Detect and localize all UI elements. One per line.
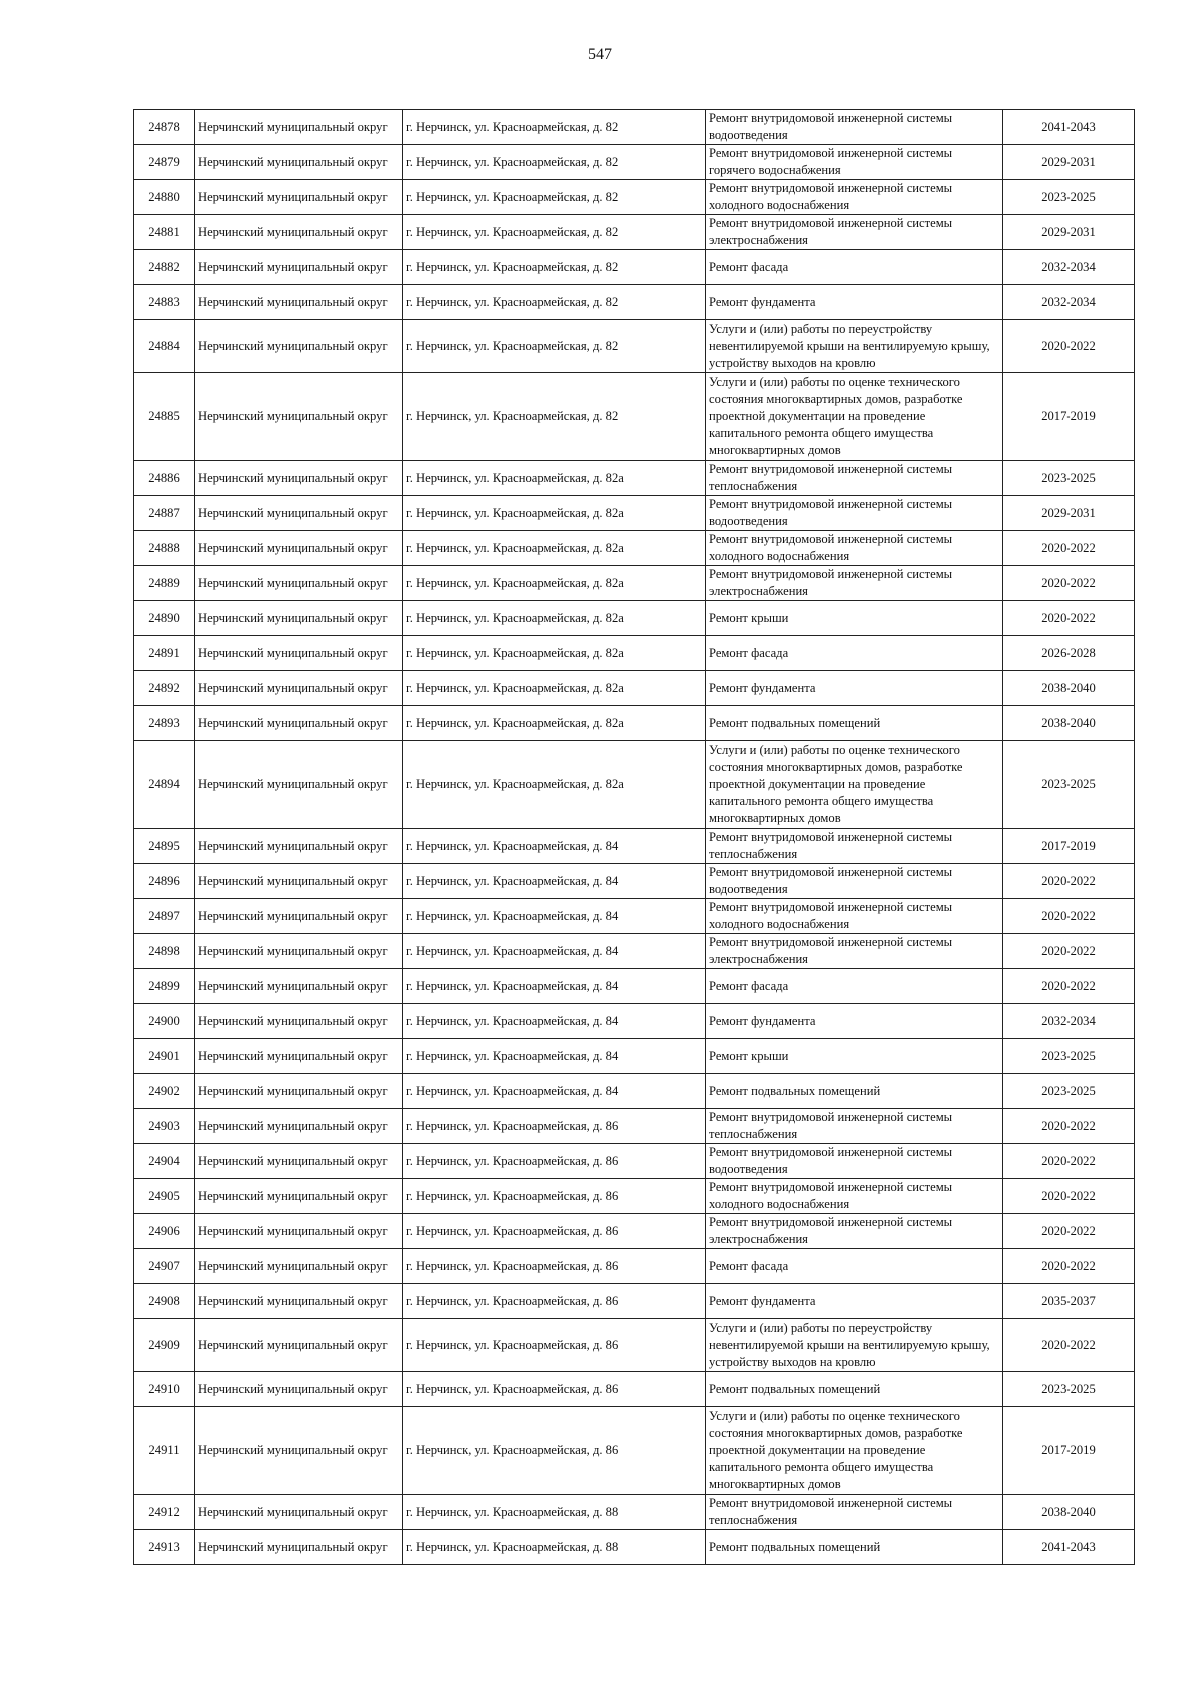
table-row bbox=[134, 320, 1135, 373]
row-number: 24888 bbox=[134, 531, 195, 566]
municipality-cell: Нерчинский муниципальный округ bbox=[195, 636, 403, 671]
work-type-cell: Ремонт внутридомовой инженерной системы холодного водоснабжения bbox=[706, 531, 1003, 566]
address-cell: г. Нерчинск, ул. Красноармейская, д. 82 bbox=[403, 320, 706, 373]
work-type-cell: Ремонт внутридомовой инженерной системы водоотведения bbox=[706, 864, 1003, 899]
period-cell: 2020-2022 bbox=[1003, 1144, 1135, 1179]
table-row bbox=[134, 285, 1135, 320]
table-row bbox=[134, 1214, 1135, 1249]
capital-repair-table bbox=[133, 109, 1135, 1565]
row-number: 24882 bbox=[134, 250, 195, 285]
municipality-cell: Нерчинский муниципальный округ bbox=[195, 706, 403, 741]
work-type-cell: Ремонт внутридомовой инженерной системы теплоснабжения bbox=[706, 1109, 1003, 1144]
period-cell: 2020-2022 bbox=[1003, 320, 1135, 373]
municipality-cell: Нерчинский муниципальный округ bbox=[195, 285, 403, 320]
period-cell: 2029-2031 bbox=[1003, 496, 1135, 531]
address-cell: г. Нерчинск, ул. Красноармейская, д. 86 bbox=[403, 1179, 706, 1214]
work-type-cell: Ремонт подвальных помещений bbox=[706, 706, 1003, 741]
row-number: 24906 bbox=[134, 1214, 195, 1249]
table-row bbox=[134, 110, 1135, 145]
period-cell: 2026-2028 bbox=[1003, 636, 1135, 671]
table-row bbox=[134, 496, 1135, 531]
period-cell: 2020-2022 bbox=[1003, 1249, 1135, 1284]
table-row bbox=[134, 180, 1135, 215]
municipality-cell: Нерчинский муниципальный округ bbox=[195, 1284, 403, 1319]
period-cell: 2020-2022 bbox=[1003, 1179, 1135, 1214]
address-cell: г. Нерчинск, ул. Красноармейская, д. 82а bbox=[403, 461, 706, 496]
work-type-cell: Услуги и (или) работы по оценке технического состояния многоквартирных домов, разработке проектной документации на проведение капитального ремонта общего имущества многоквартирных домов bbox=[706, 741, 1003, 829]
work-type-cell: Ремонт фасада bbox=[706, 969, 1003, 1004]
table-row bbox=[134, 1319, 1135, 1372]
municipality-cell: Нерчинский муниципальный округ bbox=[195, 864, 403, 899]
address-cell: г. Нерчинск, ул. Красноармейская, д. 82 bbox=[403, 145, 706, 180]
row-number: 24891 bbox=[134, 636, 195, 671]
row-number: 24881 bbox=[134, 215, 195, 250]
municipality-cell: Нерчинский муниципальный округ bbox=[195, 1495, 403, 1530]
municipality-cell: Нерчинский муниципальный округ bbox=[195, 1109, 403, 1144]
row-number: 24880 bbox=[134, 180, 195, 215]
municipality-cell: Нерчинский муниципальный округ bbox=[195, 1004, 403, 1039]
municipality-cell: Нерчинский муниципальный округ bbox=[195, 899, 403, 934]
period-cell: 2020-2022 bbox=[1003, 566, 1135, 601]
address-cell: г. Нерчинск, ул. Красноармейская, д. 82а bbox=[403, 531, 706, 566]
address-cell: г. Нерчинск, ул. Красноармейская, д. 82 bbox=[403, 373, 706, 461]
table-row bbox=[134, 829, 1135, 864]
row-number: 24905 bbox=[134, 1179, 195, 1214]
period-cell: 2020-2022 bbox=[1003, 864, 1135, 899]
table-row bbox=[134, 934, 1135, 969]
address-cell: г. Нерчинск, ул. Красноармейская, д. 88 bbox=[403, 1495, 706, 1530]
work-type-cell: Ремонт внутридомовой инженерной системы теплоснабжения bbox=[706, 461, 1003, 496]
work-type-cell: Ремонт внутридомовой инженерной системы холодного водоснабжения bbox=[706, 1179, 1003, 1214]
table-row bbox=[134, 1249, 1135, 1284]
work-type-cell: Ремонт подвальных помещений bbox=[706, 1530, 1003, 1565]
table-row bbox=[134, 215, 1135, 250]
row-number: 24898 bbox=[134, 934, 195, 969]
table-row bbox=[134, 706, 1135, 741]
row-number: 24910 bbox=[134, 1372, 195, 1407]
work-type-cell: Ремонт внутридомовой инженерной системы теплоснабжения bbox=[706, 829, 1003, 864]
row-number: 24901 bbox=[134, 1039, 195, 1074]
row-number: 24899 bbox=[134, 969, 195, 1004]
table-row bbox=[134, 1179, 1135, 1214]
period-cell: 2038-2040 bbox=[1003, 671, 1135, 706]
table-body bbox=[134, 110, 1135, 1565]
table-row bbox=[134, 145, 1135, 180]
municipality-cell: Нерчинский муниципальный округ bbox=[195, 110, 403, 145]
address-cell: г. Нерчинск, ул. Красноармейская, д. 84 bbox=[403, 1004, 706, 1039]
municipality-cell: Нерчинский муниципальный округ bbox=[195, 1530, 403, 1565]
address-cell: г. Нерчинск, ул. Красноармейская, д. 84 bbox=[403, 864, 706, 899]
municipality-cell: Нерчинский муниципальный округ bbox=[195, 1249, 403, 1284]
work-type-cell: Ремонт фундамента bbox=[706, 285, 1003, 320]
period-cell: 2032-2034 bbox=[1003, 250, 1135, 285]
work-type-cell: Услуги и (или) работы по переустройству невентилируемой крыши на вентилируемую крышу, устройству выходов на кровлю bbox=[706, 320, 1003, 373]
table-row bbox=[134, 899, 1135, 934]
table-row bbox=[134, 671, 1135, 706]
municipality-cell: Нерчинский муниципальный округ bbox=[195, 829, 403, 864]
row-number: 24896 bbox=[134, 864, 195, 899]
period-cell: 2017-2019 bbox=[1003, 829, 1135, 864]
municipality-cell: Нерчинский муниципальный округ bbox=[195, 969, 403, 1004]
address-cell: г. Нерчинск, ул. Красноармейская, д. 84 bbox=[403, 1074, 706, 1109]
period-cell: 2029-2031 bbox=[1003, 215, 1135, 250]
address-cell: г. Нерчинск, ул. Красноармейская, д. 82а bbox=[403, 566, 706, 601]
address-cell: г. Нерчинск, ул. Красноармейская, д. 86 bbox=[403, 1249, 706, 1284]
address-cell: г. Нерчинск, ул. Красноармейская, д. 86 bbox=[403, 1407, 706, 1495]
work-type-cell: Ремонт внутридомовой инженерной системы электроснабжения bbox=[706, 566, 1003, 601]
table-row bbox=[134, 1530, 1135, 1565]
work-type-cell: Ремонт подвальных помещений bbox=[706, 1074, 1003, 1109]
address-cell: г. Нерчинск, ул. Красноармейская, д. 82 bbox=[403, 180, 706, 215]
address-cell: г. Нерчинск, ул. Красноармейская, д. 82 bbox=[403, 110, 706, 145]
period-cell: 2032-2034 bbox=[1003, 285, 1135, 320]
address-cell: г. Нерчинск, ул. Красноармейская, д. 86 bbox=[403, 1284, 706, 1319]
municipality-cell: Нерчинский муниципальный округ bbox=[195, 671, 403, 706]
municipality-cell: Нерчинский муниципальный округ bbox=[195, 320, 403, 373]
row-number: 24893 bbox=[134, 706, 195, 741]
row-number: 24902 bbox=[134, 1074, 195, 1109]
municipality-cell: Нерчинский муниципальный округ bbox=[195, 1319, 403, 1372]
address-cell: г. Нерчинск, ул. Красноармейская, д. 82 bbox=[403, 285, 706, 320]
period-cell: 2020-2022 bbox=[1003, 531, 1135, 566]
municipality-cell: Нерчинский муниципальный округ bbox=[195, 1144, 403, 1179]
municipality-cell: Нерчинский муниципальный округ bbox=[195, 461, 403, 496]
row-number: 24879 bbox=[134, 145, 195, 180]
table-row bbox=[134, 1074, 1135, 1109]
address-cell: г. Нерчинск, ул. Красноармейская, д. 82а bbox=[403, 496, 706, 531]
table-row bbox=[134, 531, 1135, 566]
table-row bbox=[134, 636, 1135, 671]
row-number: 24904 bbox=[134, 1144, 195, 1179]
row-number: 24895 bbox=[134, 829, 195, 864]
row-number: 24885 bbox=[134, 373, 195, 461]
period-cell: 2020-2022 bbox=[1003, 601, 1135, 636]
work-type-cell: Ремонт внутридомовой инженерной системы горячего водоснабжения bbox=[706, 145, 1003, 180]
period-cell: 2020-2022 bbox=[1003, 1319, 1135, 1372]
work-type-cell: Ремонт внутридомовой инженерной системы водоотведения bbox=[706, 1144, 1003, 1179]
address-cell: г. Нерчинск, ул. Красноармейская, д. 84 bbox=[403, 1039, 706, 1074]
work-type-cell: Ремонт крыши bbox=[706, 601, 1003, 636]
municipality-cell: Нерчинский муниципальный округ bbox=[195, 496, 403, 531]
period-cell: 2020-2022 bbox=[1003, 1109, 1135, 1144]
municipality-cell: Нерчинский муниципальный округ bbox=[195, 601, 403, 636]
row-number: 24911 bbox=[134, 1407, 195, 1495]
row-number: 24900 bbox=[134, 1004, 195, 1039]
period-cell: 2020-2022 bbox=[1003, 969, 1135, 1004]
row-number: 24889 bbox=[134, 566, 195, 601]
table-row bbox=[134, 741, 1135, 829]
table-row bbox=[134, 864, 1135, 899]
municipality-cell: Нерчинский муниципальный округ bbox=[195, 250, 403, 285]
table-row bbox=[134, 1109, 1135, 1144]
work-type-cell: Ремонт внутридомовой инженерной системы электроснабжения bbox=[706, 934, 1003, 969]
table-row bbox=[134, 1039, 1135, 1074]
work-type-cell: Ремонт фасада bbox=[706, 250, 1003, 285]
period-cell: 2029-2031 bbox=[1003, 145, 1135, 180]
period-cell: 2041-2043 bbox=[1003, 1530, 1135, 1565]
period-cell: 2032-2034 bbox=[1003, 1004, 1135, 1039]
table-row bbox=[134, 1144, 1135, 1179]
work-type-cell: Ремонт внутридомовой инженерной системы теплоснабжения bbox=[706, 1495, 1003, 1530]
work-type-cell: Ремонт внутридомовой инженерной системы холодного водоснабжения bbox=[706, 899, 1003, 934]
address-cell: г. Нерчинск, ул. Красноармейская, д. 86 bbox=[403, 1319, 706, 1372]
period-cell: 2023-2025 bbox=[1003, 1372, 1135, 1407]
period-cell: 2041-2043 bbox=[1003, 110, 1135, 145]
work-type-cell: Ремонт внутридомовой инженерной системы холодного водоснабжения bbox=[706, 180, 1003, 215]
row-number: 24890 bbox=[134, 601, 195, 636]
municipality-cell: Нерчинский муниципальный округ bbox=[195, 1074, 403, 1109]
table-row bbox=[134, 566, 1135, 601]
row-number: 24912 bbox=[134, 1495, 195, 1530]
municipality-cell: Нерчинский муниципальный округ bbox=[195, 934, 403, 969]
work-type-cell: Ремонт внутридомовой инженерной системы водоотведения bbox=[706, 110, 1003, 145]
period-cell: 2017-2019 bbox=[1003, 1407, 1135, 1495]
row-number: 24913 bbox=[134, 1530, 195, 1565]
address-cell: г. Нерчинск, ул. Красноармейская, д. 86 bbox=[403, 1144, 706, 1179]
municipality-cell: Нерчинский муниципальный округ bbox=[195, 373, 403, 461]
work-type-cell: Услуги и (или) работы по оценке технического состояния многоквартирных домов, разработке проектной документации на проведение капитального ремонта общего имущества многоквартирных домов bbox=[706, 1407, 1003, 1495]
period-cell: 2020-2022 bbox=[1003, 934, 1135, 969]
municipality-cell: Нерчинский муниципальный округ bbox=[195, 1214, 403, 1249]
period-cell: 2038-2040 bbox=[1003, 1495, 1135, 1530]
row-number: 24894 bbox=[134, 741, 195, 829]
row-number: 24883 bbox=[134, 285, 195, 320]
table-row bbox=[134, 1495, 1135, 1530]
period-cell: 2023-2025 bbox=[1003, 461, 1135, 496]
municipality-cell: Нерчинский муниципальный округ bbox=[195, 1372, 403, 1407]
period-cell: 2020-2022 bbox=[1003, 899, 1135, 934]
table-row bbox=[134, 1407, 1135, 1495]
address-cell: г. Нерчинск, ул. Красноармейская, д. 84 bbox=[403, 829, 706, 864]
row-number: 24897 bbox=[134, 899, 195, 934]
address-cell: г. Нерчинск, ул. Красноармейская, д. 82а bbox=[403, 636, 706, 671]
table-row bbox=[134, 1284, 1135, 1319]
address-cell: г. Нерчинск, ул. Красноармейская, д. 84 bbox=[403, 934, 706, 969]
period-cell: 2020-2022 bbox=[1003, 1214, 1135, 1249]
address-cell: г. Нерчинск, ул. Красноармейская, д. 84 bbox=[403, 899, 706, 934]
table-row bbox=[134, 373, 1135, 461]
municipality-cell: Нерчинский муниципальный округ bbox=[195, 1039, 403, 1074]
row-number: 24886 bbox=[134, 461, 195, 496]
table-row bbox=[134, 1004, 1135, 1039]
table-row bbox=[134, 250, 1135, 285]
address-cell: г. Нерчинск, ул. Красноармейская, д. 82а bbox=[403, 671, 706, 706]
work-type-cell: Услуги и (или) работы по оценке технического состояния многоквартирных домов, разработке проектной документации на проведение капитального ремонта общего имущества многоквартирных домов bbox=[706, 373, 1003, 461]
row-number: 24903 bbox=[134, 1109, 195, 1144]
work-type-cell: Ремонт фундамента bbox=[706, 1004, 1003, 1039]
municipality-cell: Нерчинский муниципальный округ bbox=[195, 741, 403, 829]
municipality-cell: Нерчинский муниципальный округ bbox=[195, 1179, 403, 1214]
work-type-cell: Ремонт крыши bbox=[706, 1039, 1003, 1074]
row-number: 24878 bbox=[134, 110, 195, 145]
work-type-cell: Ремонт внутридомовой инженерной системы водоотведения bbox=[706, 496, 1003, 531]
address-cell: г. Нерчинск, ул. Красноармейская, д. 86 bbox=[403, 1109, 706, 1144]
page-number: 547 bbox=[588, 46, 612, 63]
work-type-cell: Ремонт фасада bbox=[706, 636, 1003, 671]
address-cell: г. Нерчинск, ул. Красноармейская, д. 82а bbox=[403, 601, 706, 636]
address-cell: г. Нерчинск, ул. Красноармейская, д. 86 bbox=[403, 1372, 706, 1407]
municipality-cell: Нерчинский муниципальный округ bbox=[195, 180, 403, 215]
period-cell: 2023-2025 bbox=[1003, 180, 1135, 215]
address-cell: г. Нерчинск, ул. Красноармейская, д. 88 bbox=[403, 1530, 706, 1565]
row-number: 24909 bbox=[134, 1319, 195, 1372]
address-cell: г. Нерчинск, ул. Красноармейская, д. 82а bbox=[403, 706, 706, 741]
address-cell: г. Нерчинск, ул. Красноармейская, д. 84 bbox=[403, 969, 706, 1004]
municipality-cell: Нерчинский муниципальный округ bbox=[195, 215, 403, 250]
table-row bbox=[134, 601, 1135, 636]
row-number: 24908 bbox=[134, 1284, 195, 1319]
work-type-cell: Ремонт фундамента bbox=[706, 671, 1003, 706]
municipality-cell: Нерчинский муниципальный округ bbox=[195, 566, 403, 601]
row-number: 24884 bbox=[134, 320, 195, 373]
table-row bbox=[134, 461, 1135, 496]
period-cell: 2023-2025 bbox=[1003, 741, 1135, 829]
period-cell: 2035-2037 bbox=[1003, 1284, 1135, 1319]
municipality-cell: Нерчинский муниципальный округ bbox=[195, 145, 403, 180]
period-cell: 2017-2019 bbox=[1003, 373, 1135, 461]
work-type-cell: Ремонт внутридомовой инженерной системы электроснабжения bbox=[706, 1214, 1003, 1249]
address-cell: г. Нерчинск, ул. Красноармейская, д. 86 bbox=[403, 1214, 706, 1249]
work-type-cell: Ремонт фундамента bbox=[706, 1284, 1003, 1319]
row-number: 24887 bbox=[134, 496, 195, 531]
table-row bbox=[134, 1372, 1135, 1407]
work-type-cell: Ремонт фасада bbox=[706, 1249, 1003, 1284]
address-cell: г. Нерчинск, ул. Красноармейская, д. 82 bbox=[403, 250, 706, 285]
work-type-cell: Ремонт внутридомовой инженерной системы электроснабжения bbox=[706, 215, 1003, 250]
row-number: 24892 bbox=[134, 671, 195, 706]
row-number: 24907 bbox=[134, 1249, 195, 1284]
table-row bbox=[134, 969, 1135, 1004]
address-cell: г. Нерчинск, ул. Красноармейская, д. 82 bbox=[403, 215, 706, 250]
municipality-cell: Нерчинский муниципальный округ bbox=[195, 1407, 403, 1495]
work-type-cell: Услуги и (или) работы по переустройству невентилируемой крыши на вентилируемую крышу, устройству выходов на кровлю bbox=[706, 1319, 1003, 1372]
period-cell: 2023-2025 bbox=[1003, 1074, 1135, 1109]
period-cell: 2023-2025 bbox=[1003, 1039, 1135, 1074]
address-cell: г. Нерчинск, ул. Красноармейская, д. 82а bbox=[403, 741, 706, 829]
period-cell: 2038-2040 bbox=[1003, 706, 1135, 741]
municipality-cell: Нерчинский муниципальный округ bbox=[195, 531, 403, 566]
work-type-cell: Ремонт подвальных помещений bbox=[706, 1372, 1003, 1407]
